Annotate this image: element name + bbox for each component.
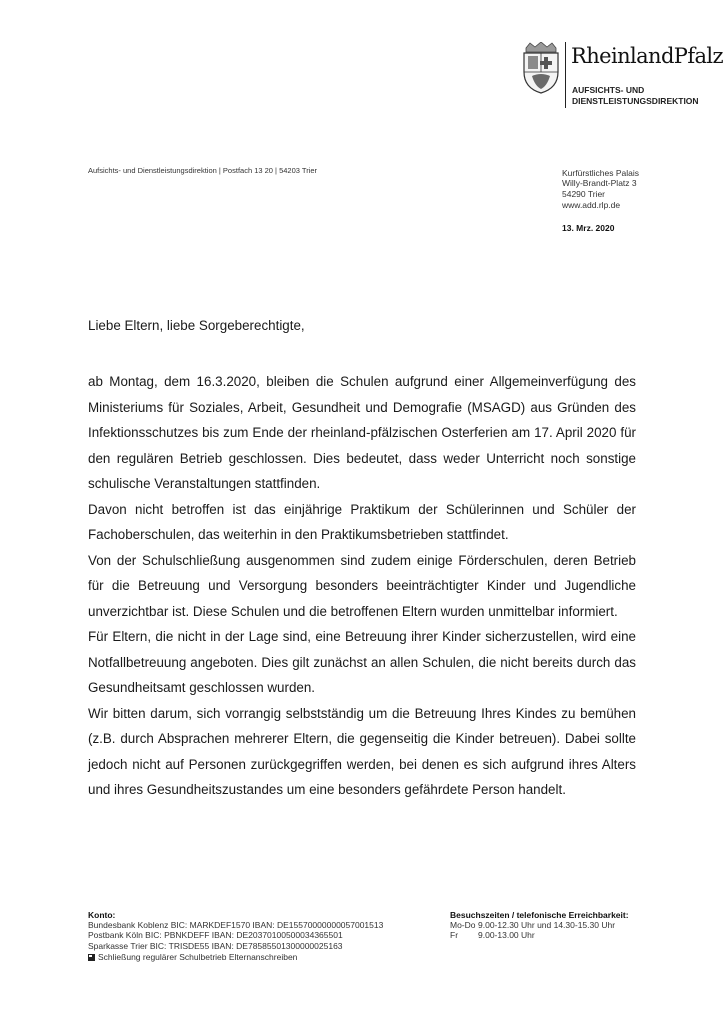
- body-paragraph: Wir bitten darum, sich vorrangig selbstständig um die Betreuung Ihres Kindes zu bemühen (z.B. durch Absprachen mehrerer Eltern, die gegenseitig die Kinder betreuen). Dabei sollte jedoch nicht auf Personen zurückgegriffen werden, bei denen es sich aufgrund ihres Alters und ihres Gesundheitszustandes um eine besonders gefährdete Person handelt.: [88, 705, 636, 797]
- letter-date: 13. Mrz. 2020: [562, 223, 615, 233]
- hours-day: Mo-Do: [450, 920, 476, 930]
- coat-of-arms-icon: [520, 42, 562, 94]
- brand-subtitle-line-2: DIENSTLEISTUNGSDIREKTION: [572, 96, 699, 106]
- body-paragraph: ab Montag, dem 16.3.2020, bleiben die Schulen aufgrund einer Allgemeinverfügung des Ministeriums für Soziales, Arbeit, Gesundheit und Demografie (MSAGD) aus Gründen des Infektionsschutzes bis zum Ende der rheinland-pfälzischen Osterferien am 17. April 2020 für den regulären Betrieb geschlossen. Dies bedeutet, dass weder Unterricht noch sonstige schulische Veranstaltungen stattfinden.: [88, 374, 636, 491]
- hours-day: Fr: [450, 930, 459, 940]
- document-icon: [88, 954, 95, 961]
- hours-time: 9.00-12.30 Uhr und 14.30-15.30 Uhr: [478, 920, 616, 930]
- visiting-hours-label: Besuchszeiten / telefonische Erreichbarkeit:: [450, 910, 629, 920]
- brand-subtitle-line-1: AUFSICHTS- UND: [572, 85, 645, 95]
- salutation: Liebe Eltern, liebe Sorgeberechtigte,: [88, 318, 305, 333]
- hours-time: 9.00-13.00 Uhr: [478, 930, 535, 940]
- address-line: Willy-Brandt-Platz 3: [562, 178, 637, 188]
- brand-divider: [565, 42, 566, 108]
- bank-account-line: Bundesbank Koblenz BIC: MARKDEF1570 IBAN: DE15570000000057001513: [88, 920, 384, 930]
- body-paragraph: Für Eltern, die nicht in der Lage sind, eine Betreuung ihrer Kinder sicherzustellen, wird eine Notfallbetreuung angeboten. Dies gilt zunächst an allen Schulen, die nicht bereits durch das Gesundheitsamt geschlossen wurden.: [88, 629, 636, 695]
- document-reference: [88, 952, 297, 962]
- body-paragraph: Davon nicht betroffen ist das einjährige Praktikum der Schülerinnen und Schüler der Fachoberschulen, das weiterhin in den Praktikumsbetrieben stattfindet.: [88, 501, 636, 542]
- address-line: Kurfürstliches Palais: [562, 168, 640, 178]
- sender-return-address: Aufsichts- und Dienstleistungsdirektion | Postfach 13 20 | 54203 Trier: [88, 166, 318, 175]
- document-reference-text: Schließung regulärer Schulbetrieb Elternanschreiben: [98, 952, 298, 962]
- bank-account-line: Sparkasse Trier BIC: TRISDE55 IBAN: DE78585501300000025163: [88, 941, 343, 951]
- brand-name: RheinlandPfalz: [571, 44, 724, 68]
- bank-account-line: Postbank Köln BIC: PBNKDEFF IBAN: DE20370100500034365501: [88, 930, 343, 940]
- footer-account-label: Konto:: [88, 910, 116, 920]
- letter-body: [88, 369, 636, 803]
- address-line: 54290 Trier: [562, 189, 605, 199]
- body-paragraph: Von der Schulschließung ausgenommen sind zudem einige Förderschulen, deren Betrieb für die Betreuung und Versorgung besonders beeinträchtigter Kinder und Jugendliche unverzichtbar ist. Diese Schulen und die betroffenen Eltern wurden unmittelbar informiert.: [88, 552, 636, 619]
- website-link[interactable]: www.add.rlp.de: [562, 200, 621, 210]
